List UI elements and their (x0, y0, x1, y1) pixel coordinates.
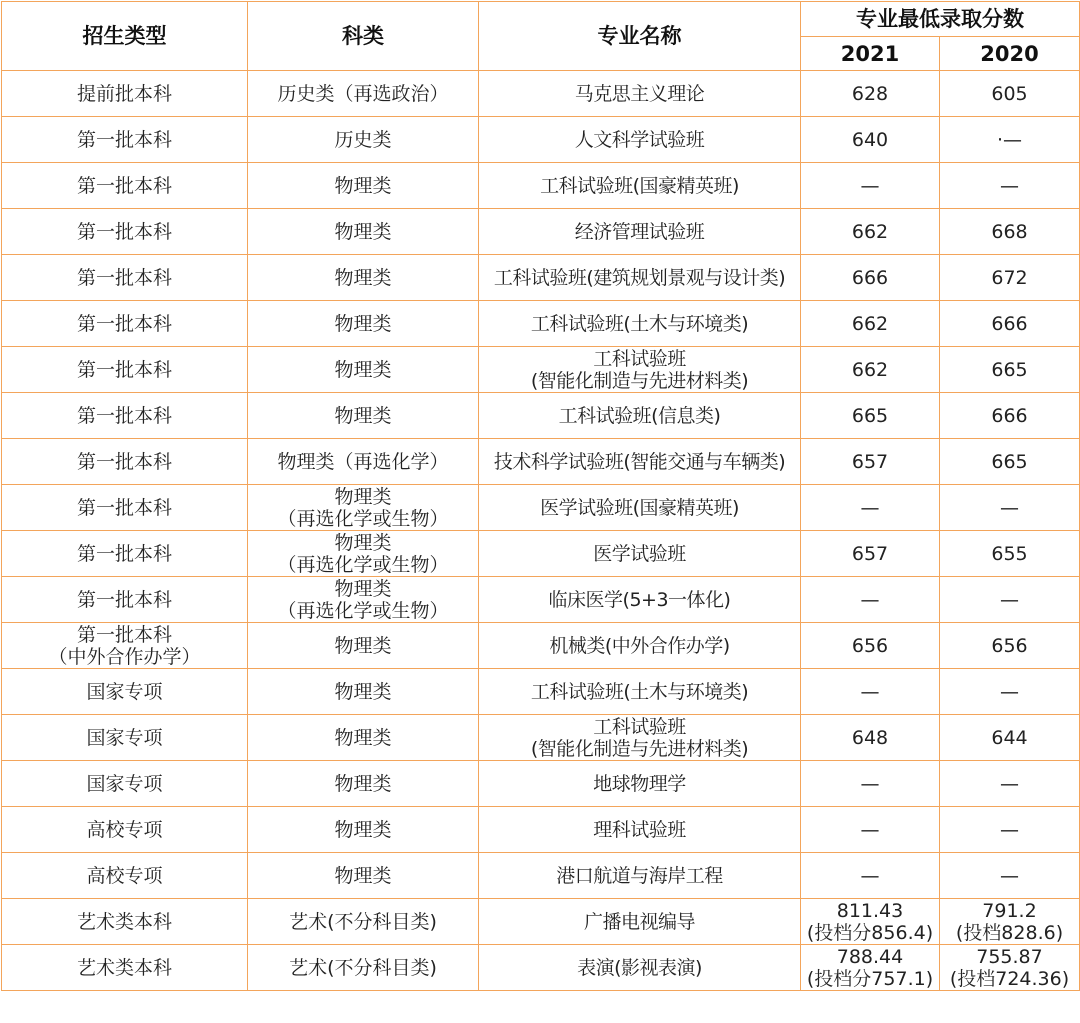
cell-subject: 艺术(不分科目类) (248, 945, 479, 991)
table-row (2, 623, 1080, 669)
cell-score-2020: — (940, 485, 1080, 531)
cell-subject: 物理类 （再选化学或生物） (248, 577, 479, 623)
cell-subject: 历史类 (248, 117, 479, 163)
header-min-score: 专业最低录取分数 (801, 2, 1080, 37)
cell-score-2020: — (940, 577, 1080, 623)
cell-score-2021: — (801, 807, 940, 853)
cell-score-2020: — (940, 761, 1080, 807)
table-row (2, 945, 1080, 991)
cell-score-2021: 628 (801, 71, 940, 117)
cell-score-2021: 811.43 (投档分856.4) (801, 899, 940, 945)
table-row (2, 347, 1080, 393)
cell-admission-type: 艺术类本科 (2, 945, 248, 991)
cell-subject: 物理类 (248, 715, 479, 761)
cell-score-2020: 656 (940, 623, 1080, 669)
cell-major: 工科试验班(国豪精英班) (479, 163, 801, 209)
cell-major: 经济管理试验班 (479, 209, 801, 255)
cell-admission-type: 第一批本科 (2, 577, 248, 623)
cell-score-2021: 657 (801, 439, 940, 485)
table-row (2, 807, 1080, 853)
cell-major: 工科试验班(土木与环境类) (479, 301, 801, 347)
cell-admission-type: 第一批本科 (2, 347, 248, 393)
table-row (2, 715, 1080, 761)
cell-subject: 物理类 (248, 807, 479, 853)
table-row (2, 669, 1080, 715)
table-row (2, 163, 1080, 209)
cell-admission-type: 艺术类本科 (2, 899, 248, 945)
cell-major: 机械类(中外合作办学) (479, 623, 801, 669)
cell-major: 临床医学(5+3一体化) (479, 577, 801, 623)
cell-score-2021: 666 (801, 255, 940, 301)
cell-major: 表演(影视表演) (479, 945, 801, 991)
cell-score-2020: — (940, 853, 1080, 899)
cell-admission-type: 第一批本科 (2, 439, 248, 485)
cell-score-2021: 657 (801, 531, 940, 577)
cell-subject: 物理类 (248, 255, 479, 301)
cell-score-2021: 662 (801, 209, 940, 255)
cell-admission-type: 第一批本科 (2, 301, 248, 347)
cell-major: 医学试验班(国豪精英班) (479, 485, 801, 531)
cell-admission-type: 第一批本科 （中外合作办学） (2, 623, 248, 669)
header-major: 专业名称 (479, 2, 801, 71)
cell-admission-type: 第一批本科 (2, 485, 248, 531)
cell-major: 工科试验班(信息类) (479, 393, 801, 439)
cell-score-2020: 666 (940, 301, 1080, 347)
table-row (2, 255, 1080, 301)
cell-admission-type: 第一批本科 (2, 393, 248, 439)
cell-subject: 物理类 (248, 209, 479, 255)
header-row-1 (2, 2, 1080, 37)
table-row (2, 761, 1080, 807)
cell-major: 理科试验班 (479, 807, 801, 853)
cell-score-2020: — (940, 807, 1080, 853)
cell-major: 广播电视编导 (479, 899, 801, 945)
table-row (2, 117, 1080, 163)
cell-score-2020: 655 (940, 531, 1080, 577)
cell-subject: 物理类 (248, 163, 479, 209)
cell-score-2020: 605 (940, 71, 1080, 117)
table-row (2, 577, 1080, 623)
cell-score-2020: 791.2 (投档828.6) (940, 899, 1080, 945)
cell-score-2020: 665 (940, 439, 1080, 485)
cell-major: 工科试验班(土木与环境类) (479, 669, 801, 715)
cell-score-2021: 648 (801, 715, 940, 761)
table-row (2, 531, 1080, 577)
cell-score-2021: 662 (801, 347, 940, 393)
cell-subject: 物理类 (248, 853, 479, 899)
cell-subject: 物理类 (248, 761, 479, 807)
cell-score-2020: — (940, 669, 1080, 715)
table-row (2, 899, 1080, 945)
cell-admission-type: 国家专项 (2, 761, 248, 807)
cell-subject: 物理类 （再选化学或生物） (248, 531, 479, 577)
table-row (2, 393, 1080, 439)
cell-admission-type: 国家专项 (2, 669, 248, 715)
cell-score-2020: 665 (940, 347, 1080, 393)
cell-subject: 物理类 (248, 301, 479, 347)
cell-major: 工科试验班 (智能化制造与先进材料类) (479, 715, 801, 761)
cell-score-2021: 656 (801, 623, 940, 669)
table-row (2, 485, 1080, 531)
cell-major: 地球物理学 (479, 761, 801, 807)
table-row (2, 301, 1080, 347)
cell-score-2020: 755.87 (投档724.36) (940, 945, 1080, 991)
cell-score-2021: 662 (801, 301, 940, 347)
cell-subject: 历史类（再选政治） (248, 71, 479, 117)
table-row (2, 209, 1080, 255)
table-row (2, 439, 1080, 485)
cell-admission-type: 第一批本科 (2, 255, 248, 301)
cell-major: 工科试验班(建筑规划景观与设计类) (479, 255, 801, 301)
cell-admission-type: 第一批本科 (2, 531, 248, 577)
table-row (2, 853, 1080, 899)
cell-score-2021: 665 (801, 393, 940, 439)
cell-score-2020: 668 (940, 209, 1080, 255)
cell-score-2021: — (801, 163, 940, 209)
cell-score-2021: 640 (801, 117, 940, 163)
cell-subject: 物理类 （再选化学或生物） (248, 485, 479, 531)
cell-admission-type: 第一批本科 (2, 117, 248, 163)
cell-admission-type: 高校专项 (2, 853, 248, 899)
cell-major: 马克思主义理论 (479, 71, 801, 117)
cell-subject: 物理类 (248, 669, 479, 715)
cell-score-2021: 788.44 (投档分757.1) (801, 945, 940, 991)
cell-admission-type: 高校专项 (2, 807, 248, 853)
cell-admission-type: 第一批本科 (2, 209, 248, 255)
cell-major: 技术科学试验班(智能交通与车辆类) (479, 439, 801, 485)
cell-score-2021: — (801, 853, 940, 899)
header-year-2020: 2020 (940, 37, 1080, 71)
cell-major: 港口航道与海岸工程 (479, 853, 801, 899)
header-type: 招生类型 (2, 2, 248, 71)
cell-score-2021: — (801, 485, 940, 531)
cell-major: 医学试验班 (479, 531, 801, 577)
cell-subject: 物理类 (248, 347, 479, 393)
table-body (2, 71, 1080, 991)
cell-score-2020: ·— (940, 117, 1080, 163)
cell-subject: 物理类 (248, 393, 479, 439)
cell-subject: 物理类 (248, 623, 479, 669)
cell-score-2021: — (801, 761, 940, 807)
cell-score-2020: — (940, 163, 1080, 209)
cell-admission-type: 提前批本科 (2, 71, 248, 117)
table-row (2, 71, 1080, 117)
cell-major: 人文科学试验班 (479, 117, 801, 163)
cell-score-2020: 644 (940, 715, 1080, 761)
cell-major: 工科试验班 (智能化制造与先进材料类) (479, 347, 801, 393)
cell-admission-type: 第一批本科 (2, 163, 248, 209)
header-subject: 科类 (248, 2, 479, 71)
cell-score-2020: 672 (940, 255, 1080, 301)
header-year-2021: 2021 (801, 37, 940, 71)
cell-admission-type: 国家专项 (2, 715, 248, 761)
cell-score-2021: — (801, 577, 940, 623)
cell-score-2020: 666 (940, 393, 1080, 439)
cell-score-2021: — (801, 669, 940, 715)
cell-subject: 艺术(不分科目类) (248, 899, 479, 945)
admission-score-table (1, 1, 1080, 991)
cell-subject: 物理类（再选化学） (248, 439, 479, 485)
